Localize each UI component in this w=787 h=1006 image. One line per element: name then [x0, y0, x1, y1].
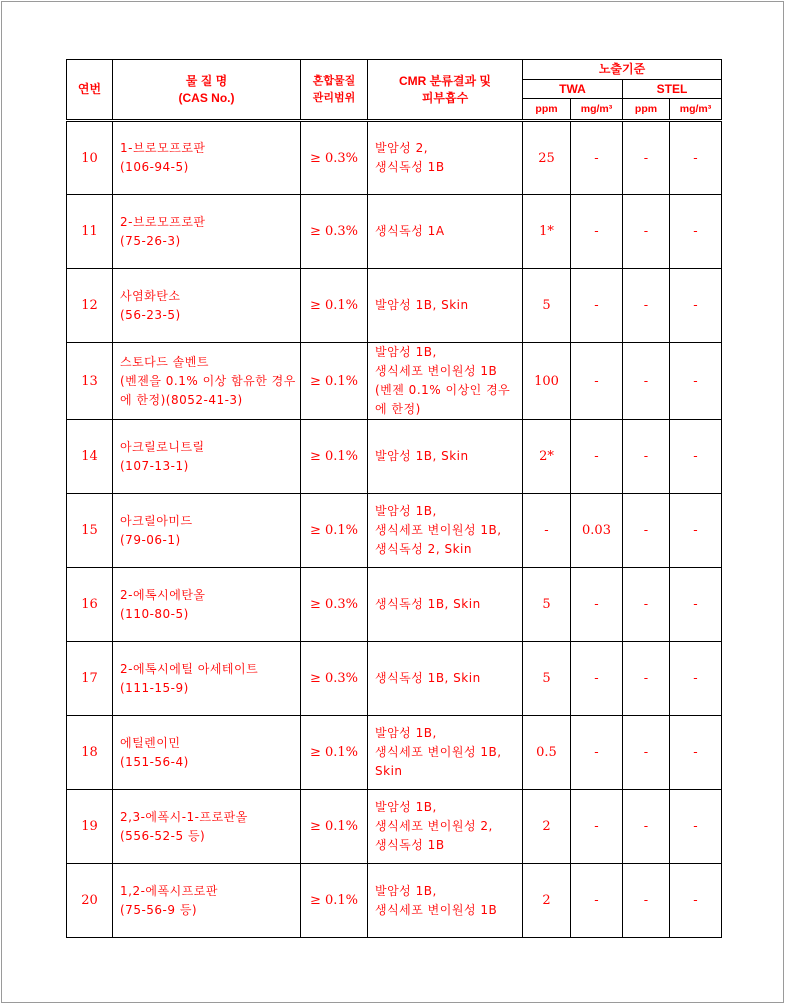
- stel-ppm-value: -: [623, 494, 670, 568]
- cmr-line: 발암성 1B,: [375, 504, 437, 518]
- twa-mgm3-value: -: [571, 716, 623, 790]
- header-exposure: 노출기준: [523, 60, 722, 80]
- cmr-line: (벤젠 0.1% 이상인 경우에 한정): [375, 383, 511, 416]
- cas-number: (56-23-5): [120, 307, 181, 322]
- substance-name: 사염화탄소: [120, 288, 181, 303]
- substance-name: 1-브로모프로판: [120, 141, 206, 155]
- stel-mgm3-value: -: [670, 494, 722, 568]
- substance-name: 아크릴아미드: [120, 513, 193, 528]
- header-twa-ppm: ppm: [523, 99, 571, 121]
- cmr-line: 생식독성 1A: [375, 224, 445, 238]
- mixture-range: ≥ 0.1%: [301, 494, 368, 568]
- row-number: 18: [67, 716, 113, 790]
- twa-ppm-value: 2*: [523, 420, 571, 494]
- cmr-substance-table: [66, 59, 722, 938]
- cas-number: (75-26-3): [120, 233, 181, 248]
- cmr-line: 생식세포 변이원성 1B: [375, 902, 498, 917]
- substance-cell: [113, 195, 301, 269]
- table-row: [67, 343, 722, 420]
- cmr-classification: [368, 494, 523, 568]
- stel-mgm3-value: -: [670, 716, 722, 790]
- substance-name: 2-브로모프로판: [120, 214, 206, 229]
- substance-cell: [113, 790, 301, 864]
- cmr-classification: [368, 716, 523, 790]
- cas-number: (556-52-5 등): [120, 828, 206, 843]
- stel-ppm-value: -: [623, 121, 670, 195]
- table-row: [67, 121, 722, 195]
- header-stel-mgm3: mg/m³: [670, 99, 722, 121]
- row-number: 15: [67, 494, 113, 568]
- substance-cell: [113, 343, 301, 420]
- twa-mgm3-value: -: [571, 420, 623, 494]
- substance-cell: [113, 642, 301, 716]
- stel-ppm-value: -: [623, 269, 670, 343]
- header-no: 연번: [67, 60, 113, 121]
- twa-ppm-value: 25: [523, 121, 571, 195]
- stel-mgm3-value: -: [670, 121, 722, 195]
- row-number: 19: [67, 790, 113, 864]
- twa-ppm-value: 5: [523, 568, 571, 642]
- twa-mgm3-value: -: [571, 195, 623, 269]
- cmr-line: 생식독성 1B: [375, 160, 445, 174]
- header-cmr-line1: CMR 분류결과 및: [399, 73, 491, 88]
- stel-ppm-value: -: [623, 790, 670, 864]
- stel-mgm3-value: -: [670, 642, 722, 716]
- cas-number: (벤젠을 0.1% 이상 함유한 경우에 한정)(8052-41-3): [120, 373, 296, 407]
- header-name-line1: 물 질 명: [185, 73, 228, 88]
- cas-number: (75-56-9 등): [120, 902, 198, 917]
- table-row: [67, 568, 722, 642]
- header-name-line2: (CAS No.): [178, 90, 235, 105]
- substance-name: 아크릴로니트릴: [120, 439, 205, 454]
- cmr-classification: [368, 568, 523, 642]
- header-range-line2: 관리범위: [312, 91, 356, 104]
- substance-cell: [113, 864, 301, 938]
- substance-cell: [113, 716, 301, 790]
- stel-ppm-value: -: [623, 343, 670, 420]
- cmr-line: 생식독성 1B, Skin: [375, 671, 481, 685]
- twa-ppm-value: 2: [523, 790, 571, 864]
- mixture-range: ≥ 0.1%: [301, 716, 368, 790]
- cmr-line: 발암성 2,: [375, 141, 429, 155]
- twa-ppm-value: 1*: [523, 195, 571, 269]
- stel-mgm3-value: -: [670, 568, 722, 642]
- cas-number: (106-94-5): [120, 160, 189, 174]
- table-row: [67, 642, 722, 716]
- row-number: 10: [67, 121, 113, 195]
- table-row: [67, 195, 722, 269]
- cmr-line: 생식세포 변이원성 1B: [375, 364, 498, 378]
- cmr-classification: [368, 864, 523, 938]
- row-number: 14: [67, 420, 113, 494]
- cas-number: (79-06-1): [120, 532, 181, 547]
- table-row: [67, 494, 722, 568]
- cas-number: (111-15-9): [120, 680, 189, 695]
- row-number: 17: [67, 642, 113, 716]
- cmr-line: 발암성 1B, Skin: [375, 449, 469, 463]
- mixture-range: ≥ 0.3%: [301, 642, 368, 716]
- substance-name: 2-에톡시에틸 아세테이트: [120, 661, 259, 676]
- cas-number: (107-13-1): [120, 458, 189, 473]
- stel-mgm3-value: -: [670, 864, 722, 938]
- substance-cell: [113, 420, 301, 494]
- row-number: 16: [67, 568, 113, 642]
- twa-mgm3-value: -: [571, 568, 623, 642]
- twa-ppm-value: 5: [523, 642, 571, 716]
- cmr-line: 생식세포 변이원성 2,: [375, 819, 493, 833]
- cmr-line: 발암성 1B,: [375, 883, 437, 898]
- substance-name: 에틸렌이민: [120, 735, 181, 750]
- cmr-line: 생식독성 1B: [375, 838, 445, 852]
- cas-number: (151-56-4): [120, 754, 189, 769]
- stel-ppm-value: -: [623, 568, 670, 642]
- twa-ppm-value: 0.5: [523, 716, 571, 790]
- cmr-line: 발암성 1B,: [375, 800, 437, 814]
- table-row: [67, 790, 722, 864]
- twa-mgm3-value: -: [571, 121, 623, 195]
- twa-mgm3-value: 0.03: [571, 494, 623, 568]
- stel-mgm3-value: -: [670, 195, 722, 269]
- mixture-range: ≥ 0.1%: [301, 790, 368, 864]
- substance-cell: [113, 269, 301, 343]
- row-number: 11: [67, 195, 113, 269]
- header-name: [113, 60, 301, 121]
- header-twa-mgm3: mg/m³: [571, 99, 623, 121]
- stel-mgm3-value: -: [670, 343, 722, 420]
- stel-ppm-value: -: [623, 716, 670, 790]
- substance-cell: [113, 494, 301, 568]
- cmr-line: 발암성 1B, Skin: [375, 298, 469, 312]
- cmr-line: 생식독성 2, Skin: [375, 542, 472, 556]
- twa-ppm-value: 5: [523, 269, 571, 343]
- substance-name: 스토다드 솔벤트: [120, 354, 209, 369]
- stel-mgm3-value: -: [670, 420, 722, 494]
- stel-ppm-value: -: [623, 420, 670, 494]
- header-twa: TWA: [523, 80, 623, 99]
- twa-mgm3-value: -: [571, 790, 623, 864]
- twa-mgm3-value: -: [571, 642, 623, 716]
- mixture-range: ≥ 0.1%: [301, 343, 368, 420]
- table-row: [67, 269, 722, 343]
- table-row: [67, 864, 722, 938]
- row-number: 13: [67, 343, 113, 420]
- twa-ppm-value: 2: [523, 864, 571, 938]
- substance-cell: [113, 121, 301, 195]
- stel-ppm-value: -: [623, 195, 670, 269]
- cmr-classification: [368, 420, 523, 494]
- twa-mgm3-value: -: [571, 269, 623, 343]
- substance-name: 2-에톡시에탄올: [120, 587, 206, 602]
- cas-number: (110-80-5): [120, 606, 189, 621]
- cmr-line: Skin: [375, 764, 403, 778]
- twa-ppm-value: -: [523, 494, 571, 568]
- twa-mgm3-value: -: [571, 864, 623, 938]
- row-number: 20: [67, 864, 113, 938]
- stel-ppm-value: -: [623, 642, 670, 716]
- row-number: 12: [67, 269, 113, 343]
- cmr-classification: [368, 195, 523, 269]
- mixture-range: ≥ 0.1%: [301, 864, 368, 938]
- stel-ppm-value: -: [623, 864, 670, 938]
- twa-ppm-value: 100: [523, 343, 571, 420]
- header-range: [301, 60, 368, 121]
- header-cmr: [368, 60, 523, 121]
- mixture-range: ≥ 0.1%: [301, 269, 368, 343]
- cmr-classification: [368, 343, 523, 420]
- twa-mgm3-value: -: [571, 343, 623, 420]
- table-row: [67, 420, 722, 494]
- header-stel-ppm: ppm: [623, 99, 670, 121]
- substance-cell: [113, 568, 301, 642]
- cmr-classification: [368, 121, 523, 195]
- cmr-line: 생식세포 변이원성 1B,: [375, 523, 502, 537]
- table-row: [67, 716, 722, 790]
- header-cmr-line2: 피부흡수: [421, 90, 469, 105]
- stel-mgm3-value: -: [670, 269, 722, 343]
- cmr-line: 생식독성 1B, Skin: [375, 597, 481, 611]
- mixture-range: ≥ 0.1%: [301, 420, 368, 494]
- header-range-line1: 혼합물질: [312, 74, 356, 87]
- stel-mgm3-value: -: [670, 790, 722, 864]
- header-stel: STEL: [623, 80, 722, 99]
- substance-name: 1,2-에폭시프로판: [120, 883, 218, 898]
- mixture-range: ≥ 0.3%: [301, 568, 368, 642]
- substance-name: 2,3-에폭시-1-프로판올: [120, 809, 248, 824]
- cmr-classification: [368, 790, 523, 864]
- cmr-line: 발암성 1B,: [375, 345, 437, 359]
- cmr-line: 생식세포 변이원성 1B,: [375, 745, 502, 759]
- mixture-range: ≥ 0.3%: [301, 195, 368, 269]
- mixture-range: ≥ 0.3%: [301, 121, 368, 195]
- cmr-classification: [368, 642, 523, 716]
- cmr-classification: [368, 269, 523, 343]
- cmr-line: 발암성 1B,: [375, 726, 437, 740]
